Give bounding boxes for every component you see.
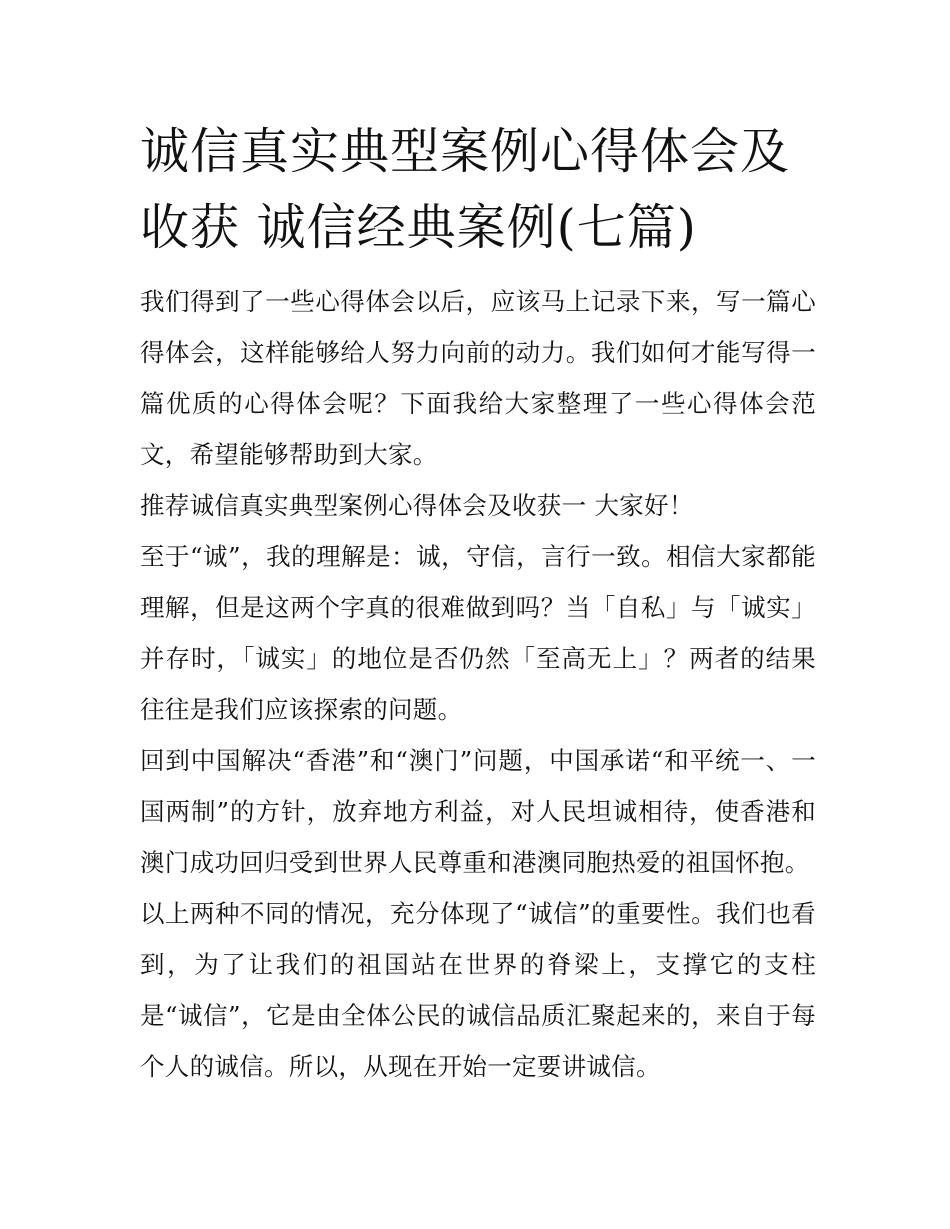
document-body [140, 276, 816, 1092]
paragraph-meaning-of-honesty: 至于“诚”，我的理解是：诚，守信，言行一致。相信大家都能理解，但是这两个字真的很难做到吗？当「自私」与「诚实」并存时，「诚实」的地位是否仍然「至高无上」？两者的结果往往是我们应该探索的问题。 [140, 542, 816, 724]
paragraph-intro: 我们得到了一些心得体会以后，应该马上记录下来，写一篇心得体会，这样能够给人努力向前的动力。我们如何才能写得一篇优质的心得体会呢？下面我给大家整理了一些心得体会范文，希望能够帮助到大家。 [140, 287, 816, 469]
paragraph-conclusion: 以上两种不同的情况，充分体现了“诚信”的重要性。我们也看到，为了让我们的祖国站在世界的脊梁上，支撑它的支柱是“诚信”，它是由全体公民的诚信品质汇聚起来的，来自于每个人的诚信。所以，从现在开始一定要讲诚信。 [140, 899, 816, 1081]
paragraph-greeting: 推荐诚信真实典型案例心得体会及收获一 大家好！ [140, 491, 694, 520]
paragraph-hong-kong-macau: 回到中国解决“香港”和“澳门”问题，中国承诺“和平统一、一国两制”的方针，放弃地方利益，对人民坦诚相待，使香港和澳门成功回归受到世界人民尊重和港澳同胞热爱的祖国怀抱。 [140, 746, 816, 877]
document-title: 诚信真实典型案例心得体会及收获 诚信经典案例(七篇) [140, 123, 791, 256]
